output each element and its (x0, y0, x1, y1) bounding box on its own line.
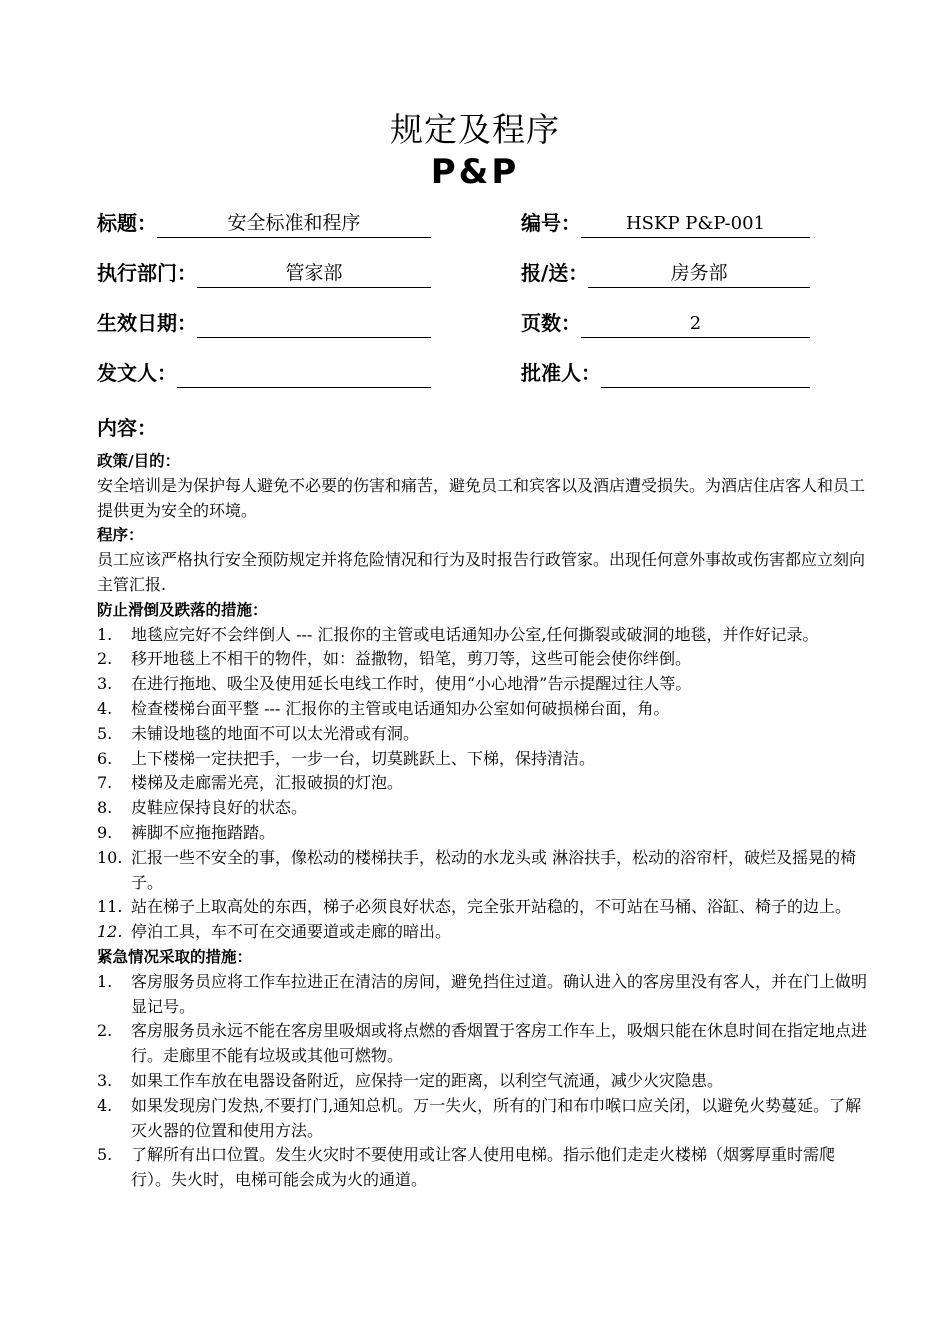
list-item-text: 上下楼梯一定扶把手，一步一台，切莫跳跃上、下梯，保持清洁。 (131, 748, 596, 768)
issuer-value (177, 361, 431, 388)
list-item (97, 697, 872, 722)
slip-heading: 防止滑倒及跌落的措施： (97, 600, 268, 619)
list-item (97, 796, 872, 821)
title-value: 安全标准和程序 (157, 211, 431, 238)
date-field (97, 306, 431, 338)
list-item-text: 未铺设地毯的地面不可以太光滑或有洞。 (131, 723, 420, 743)
content-body (97, 449, 872, 1193)
content-label: 内容： (97, 416, 157, 440)
list-item-number: 1. (97, 624, 113, 644)
list-item-number: 4. (97, 1095, 113, 1115)
list-item-text: 停泊工具，车不可在交通要道或走廊的暗出。 (131, 922, 452, 942)
document-title-en: P&P (430, 152, 520, 192)
list-item (97, 970, 872, 1020)
report-field (521, 256, 810, 288)
list-item-text: 在进行拖地、吸尘及使用延长电线工作时，使用“小心地滑”告示提醒过往人等。 (131, 674, 692, 694)
list-item-text: 客房服务员永远不能在客房里吸烟或将点燃的香烟置于客房工作车上，吸烟只能在休息时间在指定地点进行。走廊里不能有垃圾或其他可燃物。 (131, 1021, 868, 1066)
number-value: HSKP P&P-001 (581, 211, 810, 238)
list-item-text: 如果发现房门发热,不要打门,通知总机。万一失火，所有的门和布巾喉口应关闭，以避免火势蔓延。了解灭火器的位置和使用方法。 (131, 1095, 862, 1140)
date-label: 生效日期： (97, 311, 197, 335)
list-item-text: 移开地毯上不相干的物件，如：益撒物，铅笔，剪刀等，这些可能会使你绊倒。 (131, 649, 692, 669)
list-item (97, 722, 872, 747)
list-item-text: 如果工作车放在电器设备附近，应保持一定的距离，以利空气流通，减少火灾隐患。 (131, 1070, 724, 1090)
list-item-number: 11. (97, 897, 123, 917)
report-value: 房务部 (588, 261, 810, 288)
list-item-number: 2. (97, 1021, 113, 1041)
list-item (97, 920, 872, 945)
dept-value: 管家部 (197, 261, 431, 288)
issuer-field (97, 356, 431, 388)
document-title-cn: 规定及程序 (390, 110, 560, 149)
list-item-number: 8. (97, 798, 113, 818)
list-item (97, 1143, 872, 1193)
dept-label: 执行部门： (97, 261, 197, 285)
list-item-text: 裤脚不应拖拖踏踏。 (131, 822, 276, 842)
date-value (197, 311, 431, 338)
list-item (97, 647, 872, 672)
pages-label: 页数： (521, 311, 581, 335)
list-item-text: 汇报一些不安全的事，像松动的楼梯扶手，松动的水龙头或 淋浴扶手，松动的浴帘杆，破烂及摇晃的椅子。 (131, 847, 857, 892)
list-item (97, 672, 872, 697)
title-label: 标题： (97, 211, 157, 235)
list-item-text: 了解所有出口位置。发生火灾时不要使用或让客人使用电梯。指示他们走走火楼梯（烟雾厚重时需爬行）。失火时，电梯可能会成为火的通道。 (131, 1145, 836, 1190)
emergency-list (97, 970, 872, 1193)
policy-text: 安全培训是为保护每人避免不必要的伤害和痛苦，避免员工和宾客以及酒店遭受损失。为酒店住店客人和员工提供更为安全的环境。 (97, 475, 866, 520)
pages-field (521, 306, 810, 338)
number-label: 编号： (521, 211, 581, 235)
number-field (521, 206, 810, 238)
list-item (97, 1094, 872, 1144)
list-item (97, 623, 872, 648)
list-item (97, 846, 872, 896)
list-item-text: 皮鞋应保持良好的状态。 (131, 798, 308, 818)
list-item (97, 1069, 872, 1094)
list-item-number: 9. (97, 822, 113, 842)
list-item-number: 10. (97, 847, 123, 867)
list-item (97, 821, 872, 846)
list-item-number: 3. (97, 1070, 113, 1090)
list-item-number: 7. (97, 773, 113, 793)
report-label: 报/送： (521, 261, 589, 285)
list-item (97, 895, 872, 920)
dept-field (97, 256, 431, 288)
list-item-text: 客房服务员应将工作车拉进正在清洁的房间，避免挡住过道。确认进入的客房里没有客人，并在门上做明显记号。 (131, 971, 868, 1016)
list-item-text: 楼梯及走廊需光亮，汇报破损的灯泡。 (131, 773, 404, 793)
approver-value (601, 361, 810, 388)
procedure-heading: 程序： (97, 526, 144, 545)
emergency-heading: 紧急情况采取的措施： (97, 947, 253, 966)
list-item-number: 1. (97, 971, 113, 991)
list-item-number: 4. (97, 698, 113, 718)
list-item (97, 747, 872, 772)
approver-label: 批准人： (521, 361, 601, 385)
slip-list (97, 623, 872, 945)
procedure-text: 员工应该严格执行安全预防规定并将危险情况和行为及时报告行政管家。出现任何意外事故或伤害都应立刻向主管汇报. (97, 550, 866, 594)
list-item-number: 6. (97, 748, 113, 768)
list-item-number: 5. (97, 1145, 113, 1165)
title-field (97, 206, 431, 238)
list-item (97, 1019, 872, 1069)
policy-heading: 政策/目的： (97, 452, 181, 470)
list-item-text: 地毯应完好不会绊倒人 --- 汇报你的主管或电话通知办公室,任何撕裂或破洞的地毯，并作好记录。 (131, 624, 819, 644)
list-item (97, 771, 872, 796)
list-item-number: 5. (97, 723, 113, 743)
approver-field (521, 356, 810, 388)
list-item-number: 2. (97, 649, 113, 669)
list-item-number: 12. (97, 922, 123, 942)
issuer-label: 发文人： (97, 361, 177, 385)
list-item-text: 检查楼梯台面平整 --- 汇报你的主管或电话通知办公室如何破损梯台面，角。 (131, 698, 670, 718)
pages-value: 2 (581, 311, 810, 338)
list-item-text: 站在梯子上取高处的东西，梯子必须良好状态，完全张开站稳的，不可站在马桶、浴缸、椅子的边上。 (131, 897, 852, 917)
list-item-number: 3. (97, 674, 113, 694)
